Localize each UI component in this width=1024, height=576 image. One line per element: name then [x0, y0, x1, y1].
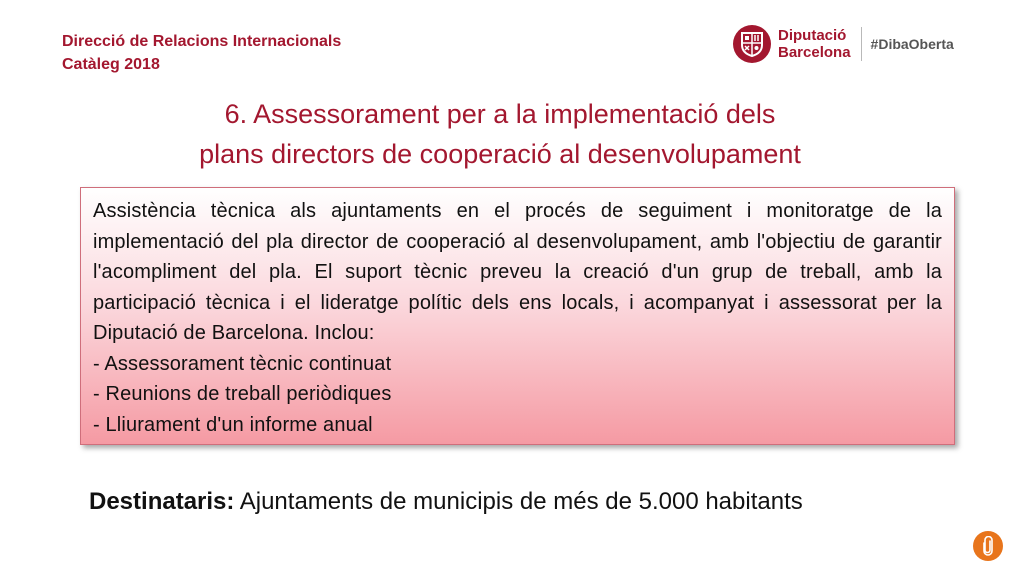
logo-wordmark: [778, 27, 851, 61]
logo-line-2: Barcelona: [778, 44, 851, 61]
description-item: - Assessorament tècnic continuat: [93, 352, 392, 375]
diputacio-emblem-icon: [733, 25, 771, 63]
recipients-label: Destinataris:: [89, 488, 235, 515]
logo-line-1: Diputació: [778, 27, 847, 44]
hashtag: #DibaOberta: [870, 36, 954, 52]
paperclip-icon[interactable]: [973, 531, 1003, 561]
description-paragraph: Assistència tècnica als ajuntaments en el procés de seguiment i monitoratge de la implementació del pla director de cooperació al desenvolupament, amb l'objectiu de garantir l'acompliment del pla. El suport tècnic preveu la creació d'un grup de treball, amb la participació tècnica i el lideratge polític dels ens locals, i acompanyat i assessorat per la Diputació de Barcelona. Inclou:: [93, 200, 942, 344]
diputacio-logo: [733, 24, 954, 64]
title-line-2: plans directors de cooperació al desenvolupament: [199, 139, 801, 169]
description-item: - Reunions de treball periòdiques: [93, 383, 392, 405]
catalog-year: Catàleg 2018: [62, 56, 160, 73]
logo-divider: [861, 27, 862, 61]
title-line-1: 6. Assessorament per a la implementació dels: [224, 99, 776, 129]
recipients: [89, 486, 803, 518]
recipients-value: Ajuntaments de municipis de més de 5.000 habitants: [234, 488, 803, 515]
page-title: [0, 94, 1000, 174]
department-name: Direcció de Relacions Internacionals: [62, 33, 342, 50]
description-box: [80, 187, 955, 445]
header-info: [62, 30, 341, 76]
description-item: - Lliurament d'un informe anual: [93, 413, 373, 436]
